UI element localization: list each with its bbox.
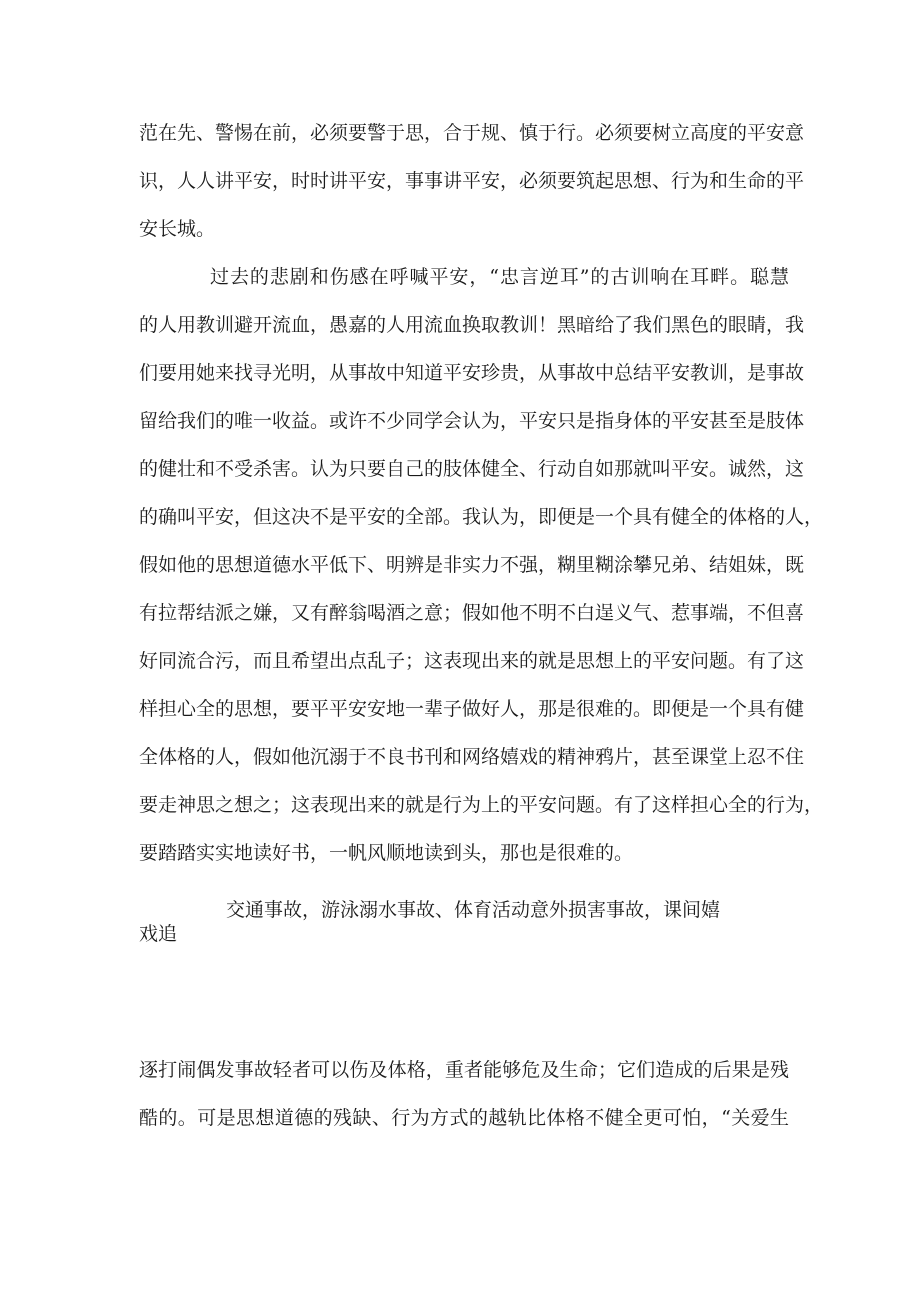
paragraph-line: 假如他的思想道德水平低下、明辨是非实力不强，糊里糊涂攀兄弟、结姐妹，既 <box>139 554 805 576</box>
paragraph-line: 识，人人讲平安，时时讲平安，事事讲平安，必须要筑起思想、行为和生命的平 <box>139 170 805 192</box>
paragraph-line: 好同流合污，而且希望出点乱子；这表现出来的就是思想上的平安问题。有了这 <box>139 650 805 672</box>
paragraph-line: 全体格的人，假如他沉溺于不良书刊和网络嬉戏的精神鸦片，甚至课堂上忍不住 <box>139 746 805 768</box>
paragraph-line: 要踏踏实实地读好书，一帆风顺地读到头，那也是很难的。 <box>139 842 634 864</box>
paragraph-line: 过去的悲剧和伤感在呼喊平安，“忠言逆耳”的古训响在耳畔。聪慧 <box>210 266 789 288</box>
paragraph-line: 有拉帮结派之嫌，又有醉翁喝酒之意；假如他不明不白逞义气、惹事端，不但喜 <box>139 602 805 624</box>
paragraph-line: 留给我们的唯一收益。或许不少同学会认为，平安只是指身体的平安甚至是肢体 <box>139 410 805 432</box>
paragraph-line: 们要用她来找寻光明，从事故中知道平安珍贵，从事故中总结平安教训，是事故 <box>139 362 805 384</box>
paragraph-line: 安长城。 <box>139 218 216 240</box>
paragraph-line: 的人用教训避开流血，愚嘉的人用流血换取教训！黑暗给了我们黑色的眼睛，我 <box>139 314 805 336</box>
paragraph-line: 戏追 <box>139 923 178 945</box>
paragraph-line: 要走神思之想之；这表现出来的就是行为上的平安问题。有了这样担心全的行为， <box>139 794 824 816</box>
paragraph-line: 酷的。可是思想道德的残缺、行为方式的越轨比体格不健全更可怕，“关爱生 <box>139 1107 789 1129</box>
paragraph-line: 的健壮和不受杀害。认为只要自己的肢体健全、行动自如那就叫平安。诚然，这 <box>139 458 805 480</box>
paragraph-line: 的确叫平安，但这决不是平安的全部。我认为，即便是一个具有健全的体格的人， <box>139 506 824 528</box>
paragraph-line: 逐打闹偶发事故轻者可以伤及体格，重者能够危及生命；它们造成的后果是残 <box>139 1059 789 1081</box>
paragraph-line: 交通事故，游泳溺水事故、体育活动意外损害事故，课间嬉 <box>226 899 721 921</box>
paragraph-line: 范在先、警惕在前，必须要警于思，合于规、慎于行。必须要树立高度的平安意 <box>139 122 805 144</box>
paragraph-line: 样担心全的思想，要平平安安地一辈子做好人，那是很难的。即便是一个具有健 <box>139 698 805 720</box>
